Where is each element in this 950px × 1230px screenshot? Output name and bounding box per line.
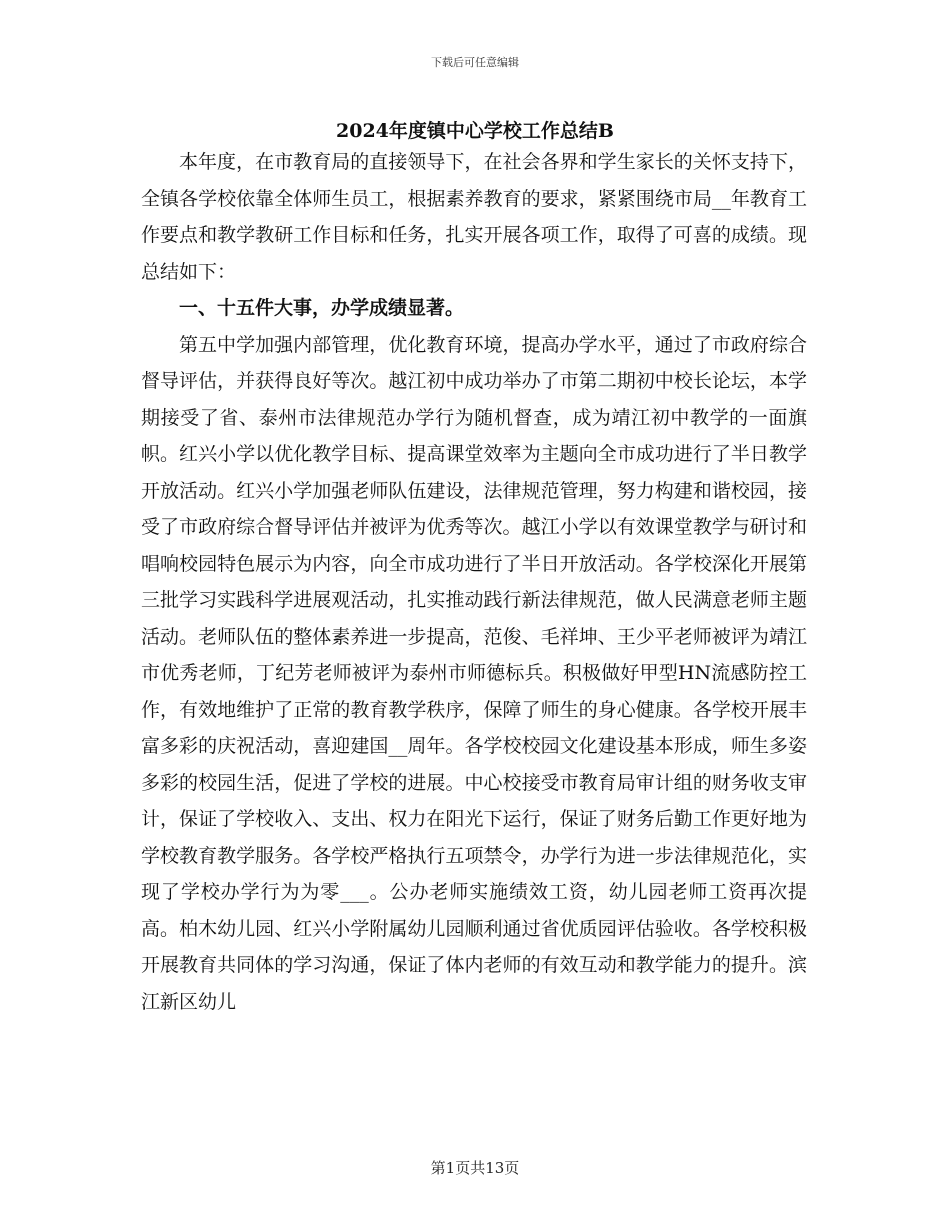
page-header-note: 下载后可任意编辑 (431, 56, 519, 69)
document-title: 2024年度镇中心学校工作总结B (336, 120, 614, 142)
section-paragraph: 第五中学加强内部管理，优化教育环境，提高办学水平，通过了市政府综合督导评估，并获得良好等次。越江初中成功举办了市第二期初中校长论坛，本学期接受了省、泰州市法律规范办学行为随机督查，成为靖江初中教学的一面旗帜。红兴小学以优化教学目标、提高课堂效率为主题向全市成功进行了半日教学开放活动。红兴小学加强老师队伍建设，法律规范管理，努力构建和谐校园，接受了市政府综合督导评估并被评为优秀等次。越江小学以有效课堂教学与研讨和唱响校园特色展示为内容，向全市成功进行了半日开放活动。各学校深化开展第三批学习实践科学进展观活动，扎实推动践行新法律规范，做人民满意老师主题活动。老师队伍的整体素养进一步提高，范俊、毛祥坤、王少平老师被评为靖江市优秀老师，丁纪芳老师被评为泰州市师德标兵。积极做好甲型HN流感防控工作，有效地维护了正常的教育教学秩序，保障了师生的身心健康。各学校开展丰富多彩的庆祝活动，喜迎建国__周年。各学校校园文化建设基本形成，师生多姿多彩的校园生活，促进了学校的进展。中心校接受市教育局审计组的财务收支审计，保证了学校收入、支出、权力在阳光下运行，保证了财务后勤工作更好地为学校教育教学服务。各学校严格执行五项禁令，办学行为进一步法律规范化，实现了学校办学行为为零___。公办老师实施绩效工资，幼儿园老师工资再次提高。柏木幼儿园、红兴小学附属幼儿园顺利通过省优质园评估验收。各学校积极开展教育共同体的学习沟通，保证了体内老师的有效互动和教学能力的提升。滨江新区幼儿 (141, 333, 807, 1013)
intro-paragraph: 本年度，在市教育局的直接领导下，在社会各界和学生家长的关怀支持下，全镇各学校依靠全体师生员工，根据素养教育的要求，紧紧围绕市局__年教育工作要点和教学教研工作目标和任务，扎实开展各项工作，取得了可喜的成绩。现总结如下： (141, 151, 807, 283)
document-body (141, 144, 807, 1020)
page-number: 第1页共13页 (430, 1159, 520, 1177)
section-heading: 一、十五件大事，办学成绩显著。 (179, 297, 465, 319)
